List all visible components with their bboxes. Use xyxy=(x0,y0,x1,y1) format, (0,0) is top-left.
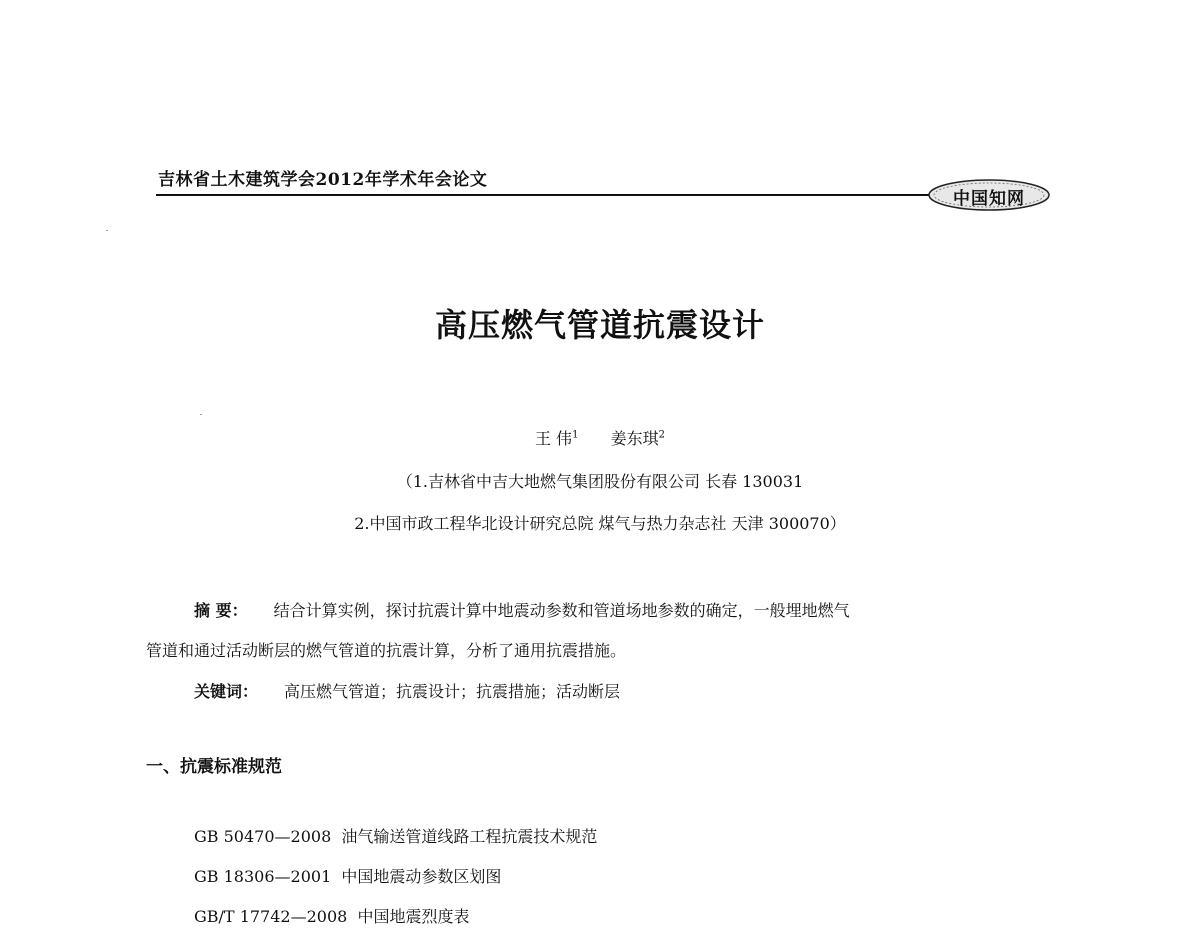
standard-name: 中国地震烈度表 xyxy=(357,907,470,926)
abstract-line-1 xyxy=(194,598,850,621)
author-affil-marker: 2 xyxy=(658,429,666,441)
author-name: 姜东琪 xyxy=(610,429,659,448)
cnki-logo-text: 中国知网 xyxy=(953,189,1025,209)
standard-name: 中国地震动参数区划图 xyxy=(341,867,502,886)
author-name: 王 伟 xyxy=(534,429,573,448)
abstract-label: 摘 要： xyxy=(194,601,248,620)
standard-name: 油气输送管道线路工程抗震技术规范 xyxy=(341,827,598,846)
paper-title: 高压燃气管道抗震设计 xyxy=(434,306,765,344)
keywords-text: 高压燃气管道；抗震设计；抗震措施；活动断层 xyxy=(284,682,621,701)
standard-item xyxy=(194,824,597,847)
section-heading: 一、抗震标准规范 xyxy=(146,757,282,777)
standard-item xyxy=(194,904,470,927)
affiliation-line-2: 2.中国市政工程华北设计研究总院 煤气与热力杂志社 天津 300070） xyxy=(354,514,846,533)
scan-speck xyxy=(106,230,108,231)
abstract-line-2: 管道和通过活动断层的燃气管道的抗震计算，分析了通用抗震措施。 xyxy=(146,641,627,660)
author-affil-marker: 1 xyxy=(572,429,579,441)
journal-header-title: 吉林省土木建筑学会2012年学术年会论文 xyxy=(158,170,488,190)
standard-code: GB 50470—2008 xyxy=(194,827,332,846)
author-line xyxy=(0,426,1200,449)
scan-speck xyxy=(200,414,202,415)
affiliation-line-1: （1.吉林省中吉大地燃气集团股份有限公司 长春 130031 xyxy=(396,472,804,491)
standard-code: GB/T 17742—2008 xyxy=(194,907,348,926)
standard-item xyxy=(194,864,501,887)
abstract-text-1: 结合计算实例，探讨抗震计算中地震动参数和管道场地参数的确定，一般埋地燃气 xyxy=(273,601,850,620)
standard-code: GB 18306—2001 xyxy=(194,867,332,886)
keywords-label: 关键词： xyxy=(194,682,259,701)
header-rule xyxy=(156,194,936,196)
keywords-line xyxy=(194,679,620,702)
